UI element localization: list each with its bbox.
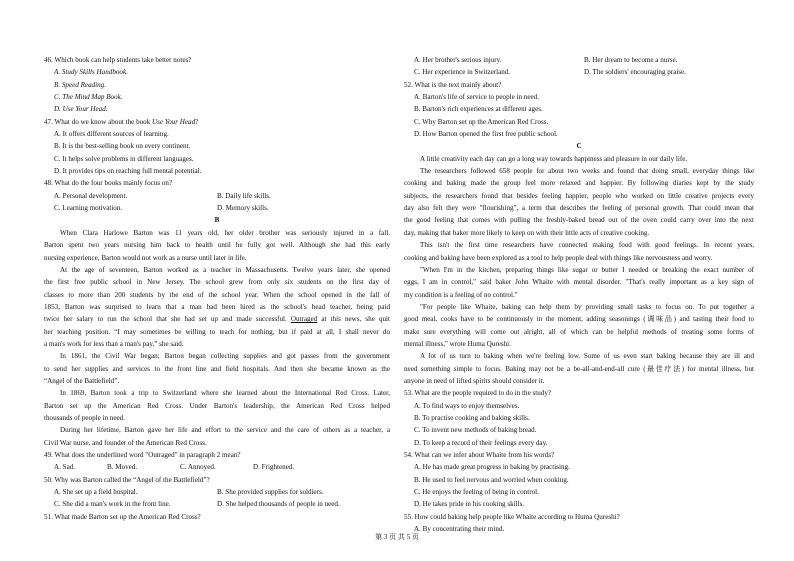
passage-c-line: good meal, cooks have to be continuously in the moment, adding seasonings (调味品) and tasting their food to <box>404 315 754 324</box>
passage-b-line: In 1869, Barton took a trip to Switzerland where she learned about the International Red Cross. Later, <box>60 389 390 398</box>
option-48b: B. Daily life skills. <box>217 191 271 200</box>
question-48: 48. What do the four books mainly focus on? <box>44 179 173 188</box>
option-50a: A. She set up a field hospital. <box>54 488 138 497</box>
passage-c-line: subjects, the researchers found that besides feeling happier, people who worked on little creative projects every <box>404 191 754 200</box>
option-51c: C. Her experience in Switzerland. <box>414 68 511 77</box>
option-47c: C. It helps solve problems in different languages. <box>54 154 194 163</box>
passage-b-line: twice her salary to run the school that she had set up and made successful. Outraged at this news, she quit <box>44 315 390 324</box>
passage-b-line: to send her supplies and services to the front line and field hospitals. And then she became known as the <box>44 364 390 373</box>
option-48c: C. Learning motivation. <box>54 204 123 213</box>
passage-c-line: need something simple to focus. Baking may not be a be-all-and-end-all cure (最佳疗法) for mental illness, but <box>404 364 754 373</box>
passage-c-line: the good feeling that comes with pulling the freshly-baked bread out of the oven could carry over into the next <box>404 216 754 225</box>
question-54: 54. What can we infer about Whaite from his words? <box>404 451 555 459</box>
question-49: 49. What does the underlined word "Outraged" in paragraph 2 mean? <box>44 451 241 459</box>
passage-b-line: a man's work for less than a man's pay,” she said. <box>44 339 184 348</box>
passage-c-line: The researchers followed 658 people for about two weeks and found that doing small, everyday things like <box>420 167 754 176</box>
passage-b-line: nursing experience, Barton would not work as a nurse until later in life. <box>44 253 247 262</box>
question-52: 52. What is the text mainly about? <box>404 80 502 89</box>
passage-b-line: the first free public school in New Jersey. The school grew from only six students on the first day of <box>44 278 390 287</box>
question-46: 46. Which book can help students take better notes? <box>44 56 192 64</box>
option-51b: B. Her dream to become a nurse. <box>584 56 678 64</box>
option-53b: B. To practise cooking and baking skills. <box>414 413 530 422</box>
option-46b: B. Speed Reading. <box>54 80 107 89</box>
question-50: 50. Why was Barton called the “Angel of the Battlefield”? <box>44 475 210 484</box>
option-50d: D. She helped thousands of people in need. <box>217 500 340 509</box>
passage-c-line: cooking and baking made the group feel more relaxed and happier. By following diaries kept by the study <box>404 179 754 188</box>
option-52b: B. Barton's rich experiences at different ages. <box>414 105 543 114</box>
option-46c: C. The Mind Map Book. <box>54 93 123 102</box>
passage-b-line: thousands of people in need. <box>44 413 125 422</box>
option-49d: D. Frightened. <box>253 463 295 472</box>
passage-b-line: In 1861, the Civil War began; Barton began collecting supplies and got passes from the government <box>60 352 390 361</box>
passage-b-line: Civil War nurse, and founder of the American Red Cross. <box>44 438 207 447</box>
option-54d: D. He takes pride in his cooking skills. <box>414 500 525 509</box>
passage-c-line: make sure everything will come out alright, all of which can be helpful methods of treating some forms of <box>404 327 754 336</box>
options-48-row1 <box>44 190 390 202</box>
left-column <box>44 54 390 523</box>
passage-b-line: When Clara Harlowe Barton was 11 years old, her older brother was seriously injured in a fall. <box>60 228 390 237</box>
option-49c: C. Annoyed. <box>180 463 216 472</box>
option-47d: D. It provides tips on reaching full mental potential. <box>54 167 202 176</box>
option-51d: D. The soldiers' encouraging praise. <box>584 68 687 77</box>
passage-c-line: This isn't the first time researchers have connected making food with good feelings. In recent years, <box>420 241 754 250</box>
option-49a: A. Sad. <box>54 463 76 472</box>
passage-b-line: 1853, Barton was surprised to learn that a man had been hired as the school's head teacher, being paid <box>44 302 390 311</box>
option-52d: D. How Barton opened the first free public school. <box>414 130 558 139</box>
options-51-row1 <box>404 54 754 66</box>
passage-c-line: anyone in need of lifted spirits should consider it. <box>404 376 545 385</box>
passage-c-line: A lot of us turn to baking when we're feeling low. Some of us even start baking because they are ill and <box>420 352 754 361</box>
page-footer: 第 3 页 共 5 页 <box>375 533 419 541</box>
passage-c-line: A little creativity each day can go a long way towards happiness and pleasure in our daily life. <box>420 154 688 163</box>
passage-b-line: Barton spent two years nursing him back to health until he fully got well. Although she had this early <box>44 241 390 250</box>
question-55: 55. How could baking help people like Whaite according to Huma Qureshi? <box>404 512 620 521</box>
option-55a: A. By concentrating their mind. <box>414 525 505 534</box>
options-51-row2 <box>404 66 754 78</box>
question-47: 47. What do we know about the book Use Your Head? <box>44 117 199 126</box>
passage-b-line: During her lifetime, Barton gave her life and effort to the service and the care of others as a teacher, a <box>60 426 390 435</box>
option-48d: D. Memory skills. <box>217 204 269 213</box>
passage-c-line: cooking and baking have been explored as a tool to help people deal with things like nervousness and worry. <box>404 253 713 262</box>
passage-c-line: "When I'm in the kitchen, preparing things like sugar or butter I needed or breaking the exact number of <box>420 265 754 274</box>
options-48-row2 <box>44 202 390 214</box>
passage-b-line: her teaching position. “I may sometimes be willing to teach for nothing, but if paid at all, I shall never do <box>44 327 390 336</box>
options-50-row1 <box>44 486 390 498</box>
option-47a: A. It offers different sources of learning. <box>54 130 169 139</box>
option-54a: A. He has made great progress in baking by practising. <box>414 463 570 472</box>
options-49 <box>44 461 390 473</box>
passage-c-line: eggs, I am in control," said baker John Whaite with mental disorder. "That's really important as a key sign of <box>404 278 754 287</box>
option-53c: C. To invent new methods of baking bread. <box>414 426 537 435</box>
option-46a: A. Study Skills Handbook. <box>54 68 128 77</box>
option-50c: C. She did a man's work in the front line. <box>54 500 171 509</box>
passage-c-line: mental illness," wrote Huma Qureshi. <box>404 339 511 348</box>
underlined-word-outraged: Outraged <box>290 315 318 324</box>
passage-b-line: classes to more than 200 students by the end of the school year. When the school opened in the fall of <box>44 290 390 299</box>
option-50b: B. She provided supplies for soldiers. <box>217 488 324 497</box>
right-column <box>404 54 754 535</box>
option-49b: B. Moved. <box>107 463 138 472</box>
passage-c-line: day, making that baker more likely to keep on with their little acts of creative cooking. <box>404 228 650 237</box>
option-52c: C. Why Barton set up the American Red Cross. <box>414 117 549 126</box>
option-54c: C. He enjoys the feeling of being in control. <box>414 488 539 497</box>
passage-c-line: day also felt they were "flourishing", a term that describes the feeling of personal growth. That could mean that <box>404 204 754 213</box>
section-b-heading: B <box>214 216 220 225</box>
option-51a: A. Her brother's serious injury. <box>414 56 502 64</box>
passage-b-line: Barton set up the American Red Cross. Under Barton's leadership, the American Red Cross helped <box>44 401 390 410</box>
passage-c-line: my condition is a feeling of no control." <box>404 290 518 299</box>
option-54b: B. He used to feel nervous and worried when cooking. <box>414 475 569 484</box>
option-48a: A. Personal development. <box>54 191 128 200</box>
section-c-heading: C <box>576 142 582 151</box>
option-53d: D. To keep a record of their feelings every day. <box>414 438 548 447</box>
question-53: 53. What are the people required to do in the study? <box>404 389 552 398</box>
option-53a: A. To find ways to enjoy themselves. <box>414 401 520 410</box>
passage-b-line: At the age of seventeen, Barton worked as a teacher in Massachusetts. Twelve years later, she opened <box>60 265 390 274</box>
question-51: 51. What made Barton set up the American Red Cross? <box>44 512 201 521</box>
passage-b-line: “Angel of the Battlefield”. <box>44 376 120 385</box>
option-52a: A. Barton's life of service to people in need. <box>414 93 539 102</box>
options-50-row2 <box>44 498 390 510</box>
option-47b: B. It is the best-selling book on every continent. <box>54 142 191 151</box>
passage-c-line: "For people like Whaite, baking can help them by providing small tasks to focus on. To put together a <box>420 302 754 311</box>
option-46d: D. Use Your Head. <box>54 105 108 114</box>
